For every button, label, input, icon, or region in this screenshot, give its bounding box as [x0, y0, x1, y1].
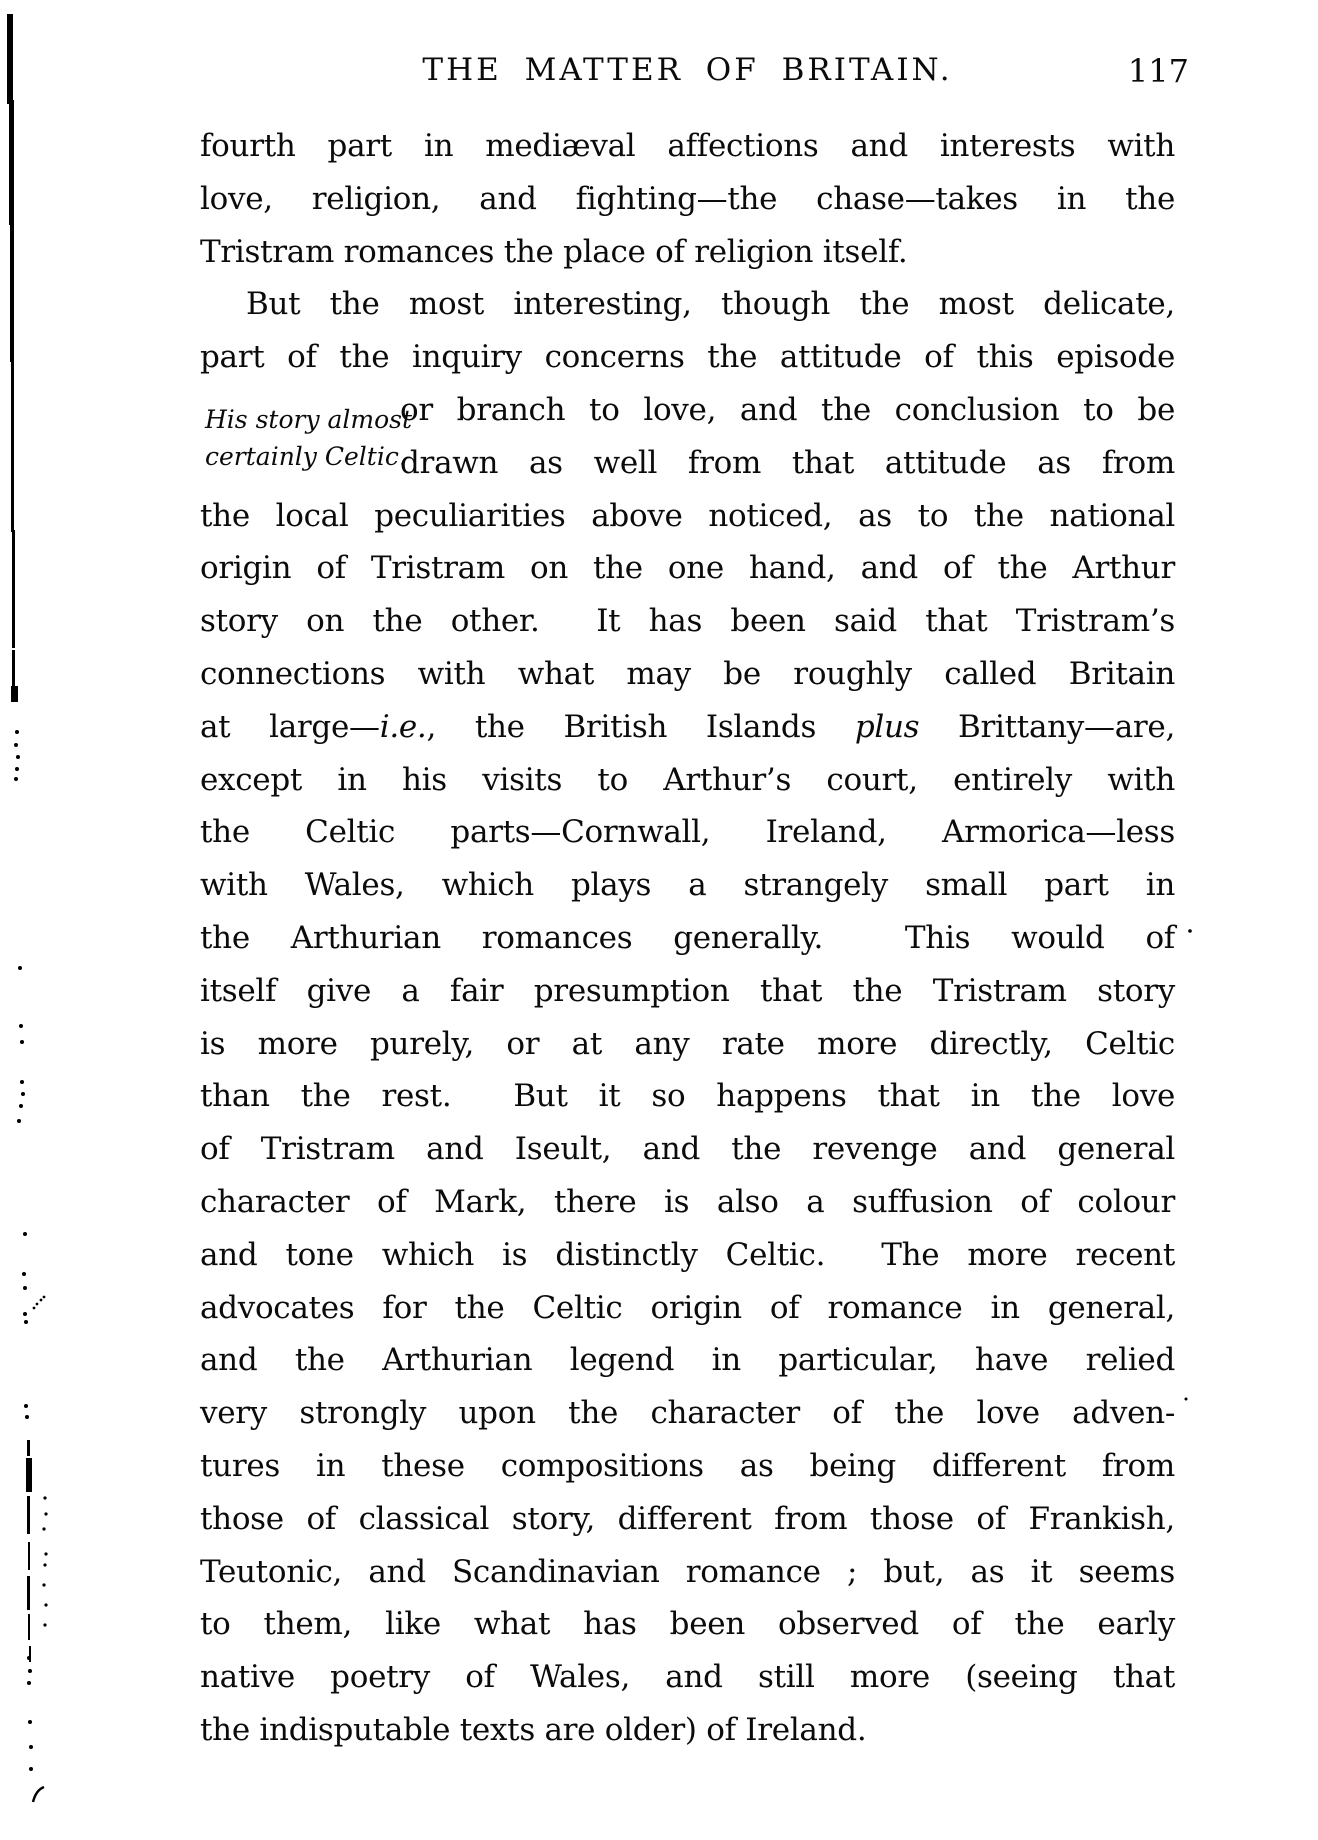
text-line [200, 754, 1175, 807]
text-segment: advocates for the Celtic origin of romance in general, [200, 1289, 1175, 1326]
text-line [200, 384, 1175, 437]
text-line [200, 648, 1175, 701]
text-line [200, 806, 1175, 859]
text-line [200, 965, 1175, 1018]
text-segment: the Arthurian romances generally. This would of [200, 919, 1175, 956]
text-line [200, 1440, 1175, 1493]
text-segment: at large— [200, 708, 380, 745]
text-line [200, 1334, 1175, 1387]
text-line [200, 1598, 1175, 1651]
text-segment: or branch to love, and the conclusion to be [400, 391, 1175, 428]
margin-note-line: certainly Celtic. [205, 442, 407, 471]
text-segment: those of classical story, different from those of Frankish, [200, 1500, 1175, 1537]
text-segment: itself give a fair presumption that the Tristram story [200, 972, 1175, 1009]
text-segment: tures in these compositions as being different from [200, 1447, 1175, 1484]
text-segment: Tristram romances the place of religion itself. [200, 233, 908, 270]
text-line [200, 226, 1175, 279]
text-line [200, 1387, 1175, 1440]
text-line [200, 701, 1175, 754]
text-line [200, 1546, 1175, 1599]
italic-text: plus [854, 708, 920, 745]
text-line [200, 120, 1175, 173]
text-segment: But the most interesting, though the most delicate, [246, 286, 1175, 323]
text-segment: Brittany—are, [919, 708, 1176, 745]
text-segment: character of Mark, there is also a suffusion of colour [200, 1183, 1175, 1220]
text-line [200, 173, 1175, 226]
page-number: 117 [1127, 52, 1189, 90]
text-line [200, 1176, 1175, 1229]
text-segment: is more purely, or at any rate more directly, Celtic [200, 1025, 1175, 1062]
text-line [200, 490, 1175, 543]
text-segment: of Tristram and Iseult, and the revenge and general [200, 1131, 1175, 1168]
text-line [200, 595, 1175, 648]
text-line [200, 437, 1175, 490]
running-title: THE MATTER OF BRITAIN. [422, 52, 953, 88]
text-segment: to them, like what has been observed of the early [200, 1606, 1175, 1643]
text-line [200, 1651, 1175, 1704]
text-segment: and tone which is distinctly Celtic. The more recent [200, 1236, 1175, 1273]
text-line [200, 1070, 1175, 1123]
text-line [200, 1704, 1175, 1757]
page-header [200, 52, 1189, 94]
body-text [200, 120, 1175, 1757]
text-line [200, 859, 1175, 912]
text-segment: Teutonic, and Scandinavian romance ; but, as it seems [200, 1553, 1175, 1590]
text-segment: love, religion, and fighting—the chase—takes in the [200, 180, 1175, 217]
text-segment: drawn as well from that attitude as from [400, 444, 1175, 481]
text-segment: origin of Tristram on the one hand, and of the Arthur [200, 550, 1175, 587]
text-segment: with Wales, which plays a strangely small part in [200, 867, 1175, 904]
text-segment: and the Arthurian legend in particular, have relied [200, 1342, 1175, 1379]
italic-text: i.e. [379, 708, 427, 745]
text-line [200, 542, 1175, 595]
text-segment: native poetry of Wales, and still more (seeing that [200, 1659, 1175, 1696]
text-segment: the Celtic parts—Cornwall, Ireland, Armorica—less [200, 814, 1175, 851]
text-segment: than the rest. But it so happens that in the love [200, 1078, 1175, 1115]
text-line [200, 1229, 1175, 1282]
text-line [200, 1282, 1175, 1335]
text-line [200, 912, 1175, 965]
text-segment: part of the inquiry concerns the attitude of this episode [200, 339, 1175, 376]
text-line [200, 278, 1175, 331]
text-line [200, 1123, 1175, 1176]
text-segment: fourth part in mediæval affections and interests with [200, 128, 1175, 164]
text-line [200, 1018, 1175, 1071]
text-segment: except in his visits to Arthur’s court, entirely with [200, 761, 1175, 798]
text-segment: the local peculiarities above noticed, as to the national [200, 497, 1175, 534]
margin-note-line: His story almost [205, 405, 413, 434]
text-segment: story on the other. It has been said that Tristram’s [200, 603, 1175, 640]
text-segment: very strongly upon the character of the love adven- [200, 1395, 1175, 1432]
text-segment: the indisputable texts are older) of Ireland. [200, 1711, 867, 1748]
text-line [200, 1493, 1175, 1546]
text-segment: , the British Islands [426, 708, 855, 745]
text-line [200, 331, 1175, 384]
text-segment: connections with what may be roughly called Britain [200, 655, 1175, 692]
